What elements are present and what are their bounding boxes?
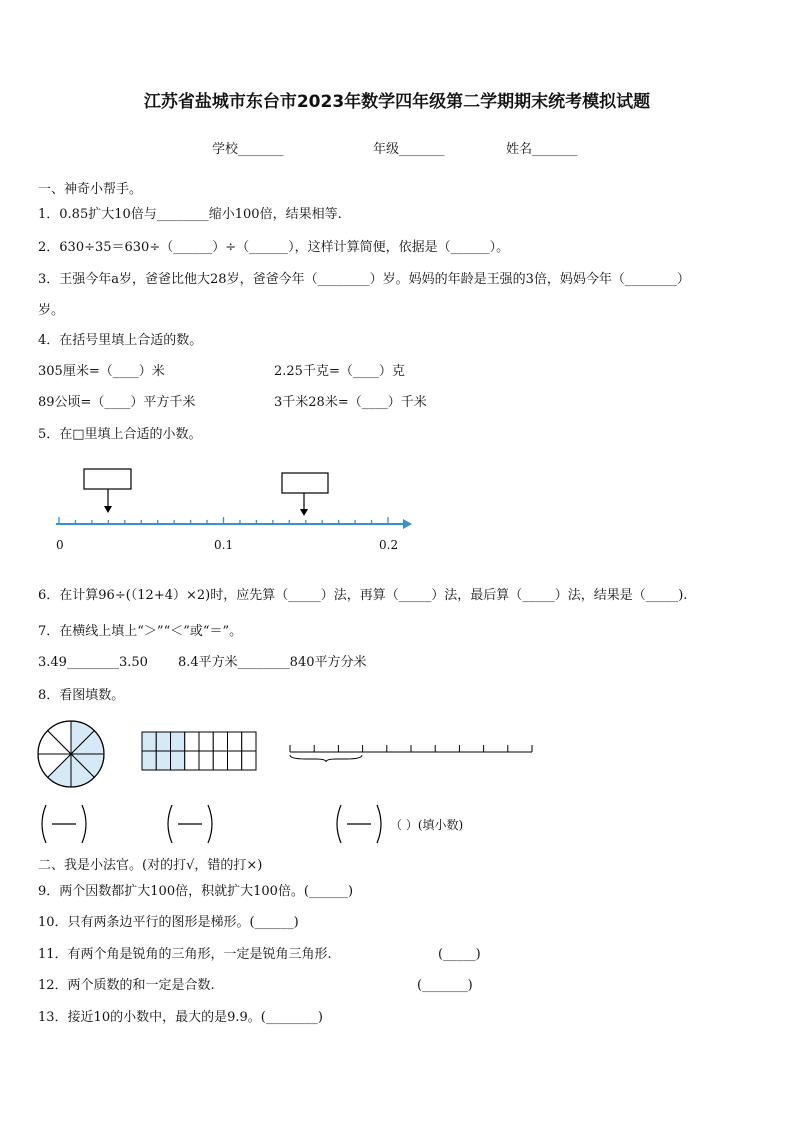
grid-cell-1-2 bbox=[171, 751, 185, 770]
grid-cell-1-3 bbox=[185, 751, 199, 770]
school-field: 学校_______ bbox=[212, 142, 284, 157]
question-9: 9．两个因数都扩大100倍，积就扩大100倍。(______) bbox=[38, 884, 354, 899]
question-6: 6．在计算96÷(（12+4）×2)时，应先算（_____）法，再算（_____）法，最后算（_____）法，结果是（_____). bbox=[38, 588, 688, 603]
grid-cell-0-7 bbox=[242, 732, 256, 751]
grid-cell-0-3 bbox=[185, 732, 199, 751]
question-3-line-1: 3．王强今年a岁，爸爸比他大28岁，爸爸今年（________）岁。妈妈的年龄是王强的3倍，妈妈今年（________） bbox=[38, 272, 690, 287]
fraction-blank-2 bbox=[164, 801, 216, 847]
question-4-item-1: 305厘米=（____）米 bbox=[38, 364, 165, 379]
shaded-circle-figure bbox=[36, 719, 106, 789]
section-1-heading: 一、神奇小帮手。 bbox=[38, 182, 143, 197]
question-13: 13．接近10的小数中，最大的是9.9。(________) bbox=[38, 1010, 323, 1025]
question-3-line-2: 岁。 bbox=[38, 303, 65, 318]
name-field: 姓名_______ bbox=[506, 142, 578, 157]
segment-ticks bbox=[290, 745, 532, 752]
question-12: 12．两个质数的和一定是合数. bbox=[38, 978, 215, 993]
segment-figure bbox=[286, 738, 536, 764]
number-line-ticks bbox=[59, 517, 388, 525]
answer-box-2 bbox=[282, 473, 328, 493]
question-7: 7．在横线上填上“＞”“＜”或“＝”。 bbox=[38, 624, 243, 639]
question-2: 2．630÷35＝630÷（______）÷（______），这样计算简便，依据是（______）。 bbox=[38, 240, 510, 255]
grid-cell-1-5 bbox=[213, 751, 227, 770]
grid-cell-1-1 bbox=[156, 751, 170, 770]
grid-cell-0-5 bbox=[213, 732, 227, 751]
shaded-grid-figure bbox=[141, 731, 257, 771]
question-4-item-3: 89公顷=（____）平方千米 bbox=[38, 395, 196, 410]
segment-brace bbox=[290, 755, 362, 762]
question-10: 10．只有两条边平行的图形是梯形。(______) bbox=[38, 915, 299, 930]
arrow-2-head bbox=[300, 509, 308, 516]
answer-box-1 bbox=[84, 469, 131, 489]
fraction-blank-3 bbox=[333, 801, 385, 847]
grid-cell-1-6 bbox=[228, 751, 242, 770]
question-11-blank: (_____) bbox=[438, 947, 481, 962]
grid-cell-0-2 bbox=[171, 732, 185, 751]
fraction-blank-1 bbox=[38, 801, 90, 847]
number-line-arrow bbox=[403, 519, 412, 529]
page-title: 江苏省盐城市东台市2023年数学四年级第二学期期末统考模拟试题 bbox=[143, 92, 651, 112]
question-7-item-1: 3.49________3.50 bbox=[38, 655, 148, 670]
question-1: 1．0.85扩大10倍与________缩小100倍，结果相等. bbox=[38, 207, 342, 222]
grade-field: 年级_______ bbox=[373, 142, 445, 157]
number-line-label-0: 0 bbox=[56, 538, 64, 552]
number-line-label-0.2: 0.2 bbox=[379, 538, 399, 552]
grid-cell-1-7 bbox=[242, 751, 256, 770]
question-8: 8．看图填数。 bbox=[38, 688, 125, 703]
question-11: 11．有两个角是锐角的三角形，一定是锐角三角形. bbox=[38, 947, 332, 962]
grid-cell-0-4 bbox=[199, 732, 213, 751]
question-7-item-2: 8.4平方米________840平方分米 bbox=[178, 655, 367, 670]
number-line-label-0.1: 0.1 bbox=[214, 538, 234, 552]
grid-cell-0-6 bbox=[228, 732, 242, 751]
grid-cells bbox=[142, 732, 256, 770]
question-8-decimal-hint: （ ）(填小数) bbox=[390, 818, 464, 832]
question-5: 5．在□里填上合适的小数。 bbox=[38, 427, 202, 442]
grid-cell-0-1 bbox=[156, 732, 170, 751]
question-4-item-4: 3千米28米=（____）千米 bbox=[274, 395, 427, 410]
question-4-item-2: 2.25千克=（____）克 bbox=[274, 364, 405, 379]
question-4: 4．在括号里填上合适的数。 bbox=[38, 333, 203, 348]
arrow-1-head bbox=[104, 506, 112, 513]
grid-cell-1-4 bbox=[199, 751, 213, 770]
question-12-blank: (_______) bbox=[417, 978, 473, 993]
section-2-heading: 二、我是小法官。(对的打√，错的打×) bbox=[38, 858, 263, 873]
grid-cell-1-0 bbox=[142, 751, 156, 770]
grid-cell-0-0 bbox=[142, 732, 156, 751]
